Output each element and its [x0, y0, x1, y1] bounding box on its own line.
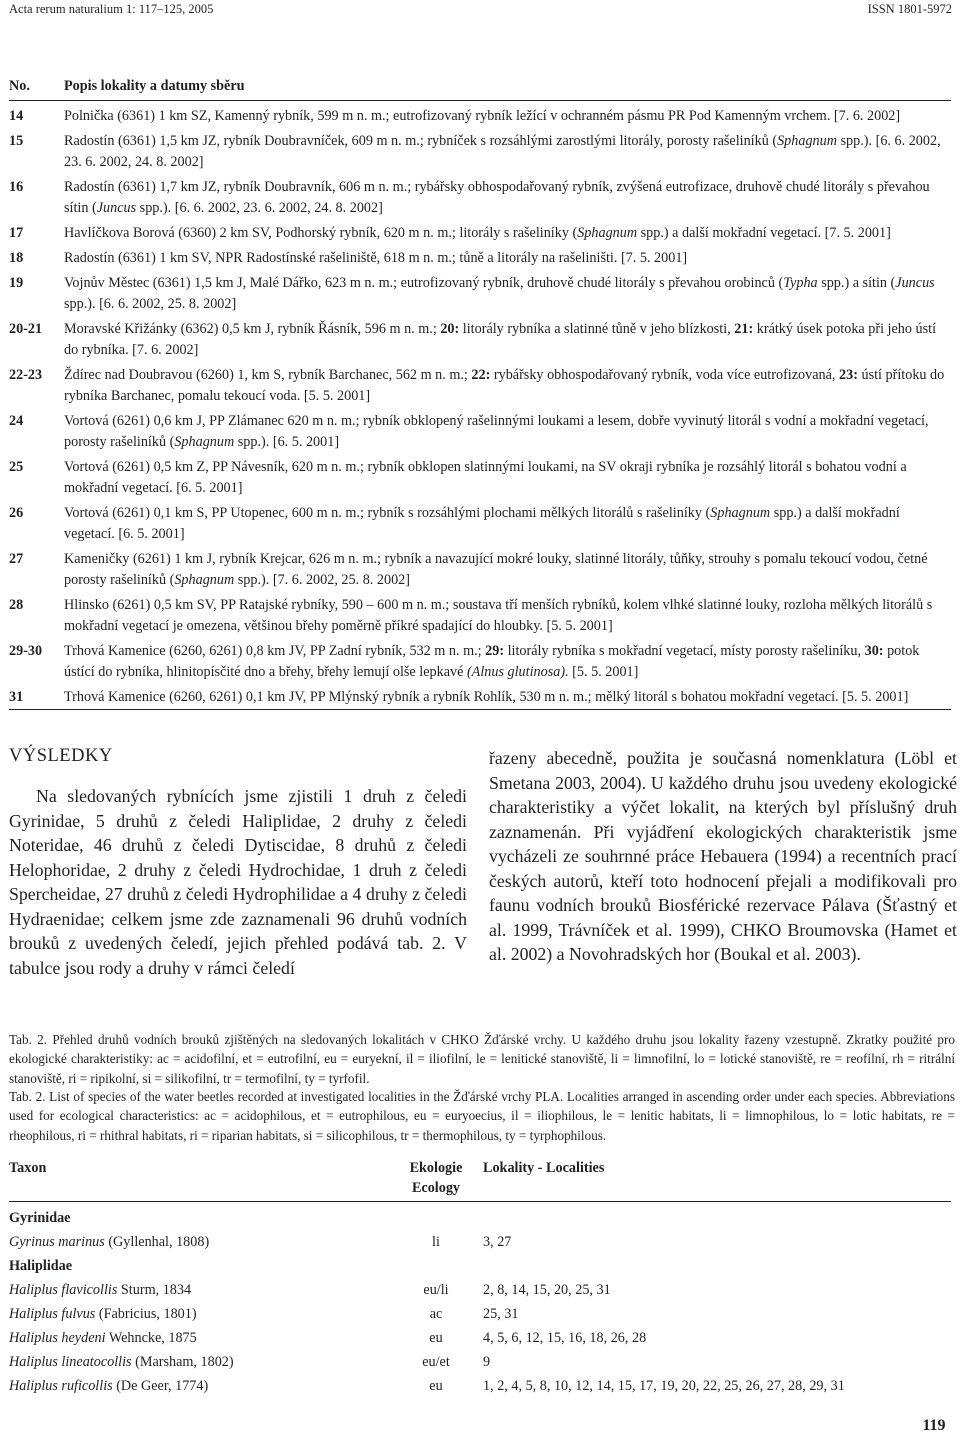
taxon-cell: [9, 1350, 389, 1374]
table-caption-english: Tab. 2. List of species of the water beetles recorded at investigated localities in the Žďárské vrchy PLA. Localities arranged in ascending order under each species. Abbreviations used for ecological characteristics: ac = acidophilous, et = eutrophilous, eu = euryoecius, il = iliophilous, le = lenitic habitats, li = limnophilous, lo = lotic habitats, re = rheophilous, ri = rhithral habitats, ri = riparian habitats, si = silicophilous, tr = thermophilous, ty = tyrphophilous.: [9, 1089, 955, 1143]
col-header-ecology: [389, 1158, 483, 1202]
locality-text-part: spp.) a další mokřadní vegetací. [7. 5. 2001]: [637, 225, 891, 241]
locality-description: [64, 592, 951, 638]
locality-text-part: Juncus: [96, 200, 137, 216]
locality-text-part: 23:: [839, 367, 858, 383]
locality-description: [64, 245, 951, 270]
locality-number: 19: [9, 275, 24, 291]
species-author: (Gyllenhal, 1808): [108, 1234, 210, 1250]
locality-text-part: Ždírec nad Doubravou (6260) 1, km S, rybník Barchanec, 562 m n. m.;: [64, 367, 472, 383]
locality-text-part: Vortová (6261) 0,1 km S, PP Utopenec, 600 m n. m.; rybník s rozsáhlými plochami mělkých litorálů s rašeliníky (: [64, 505, 711, 521]
locality-description: [64, 316, 951, 362]
table-row: [9, 128, 951, 174]
locality-description: [64, 500, 951, 546]
locality-number: 24: [9, 413, 24, 429]
locality-text-part: Vortová (6261) 0,5 km Z, PP Návesník, 620 m n. m.; rybník obklopen slatinnými loukami, na SV okraji rybníka je rozsáhlý litorál s bohatou vodní a mokřadní vegetací. [6. 5. 2001]: [64, 459, 907, 496]
localities-cell: 4, 5, 6, 12, 15, 16, 18, 26, 28: [483, 1330, 647, 1346]
species-row: [9, 1302, 951, 1326]
locality-description: [64, 546, 951, 592]
locality-text-part: [5. 5. 2001]: [568, 664, 639, 680]
locality-number: 27: [9, 551, 24, 567]
section-heading: VÝSLEDKY: [9, 746, 113, 766]
journal-citation: Acta rerum naturalium 1: 117–125, 2005: [9, 2, 214, 16]
table-row: [9, 546, 951, 592]
locality-text-part: Sphagnum: [777, 133, 837, 149]
locality-description: [64, 408, 951, 454]
taxon-cell: [9, 1278, 389, 1302]
locality-number: 28: [9, 597, 24, 613]
species-table-body: [9, 1202, 951, 1399]
localities-table: [9, 75, 951, 710]
table-row: [9, 220, 951, 245]
localities-table-body: [9, 101, 951, 710]
ecology-cell: ac: [429, 1306, 443, 1322]
species-name: Haliplus heydeni: [9, 1330, 106, 1346]
species-name: Gyrinus marinus: [9, 1234, 105, 1250]
locality-number: 20-21: [9, 321, 43, 337]
locality-text-part: Sphagnum: [710, 505, 771, 521]
locality-text-part: (Alnus glutinosa).: [466, 664, 569, 680]
results-left-column: [9, 746, 467, 980]
locality-text-part: spp.) a další mokřadní vegetací. [6. 5. 2001]: [64, 505, 900, 542]
locality-text-part: 29:: [485, 643, 505, 659]
table-row: [9, 638, 951, 684]
results-paragraph-right: řazeny abecedně, použita je současná nomenklatura (Löbl et Smetana 2003, 2004). U každého druhu jsou uvedeny ekologické charakteristiky a výčet lokalit, na kterých byl příslušný druh zaznamenán. Při vyjádření ekologických charakteristik jsme vycházeli ze souhrnné práce Hebauera (1994) a recentních prací českých autorů, kteří toto hodnocení přejali a modifikovali pro faunu vodních brouků Biosférické rezervace Pálava (Šťastný et al. 1999, Trávníček et al. 1999), CHKO Broumovska (Hamet et al. 2002) a Novohradských hor (Boukal et al. 2003).: [489, 748, 957, 964]
species-author: (Marsham, 1802): [135, 1354, 234, 1370]
locality-text-part: Trhová Kamenice (6260, 6261) 0,8 km JV, PP Zadní rybník, 532 m n. m.;: [64, 643, 486, 659]
col-header-no: No.: [9, 75, 64, 101]
table-row: [9, 362, 951, 408]
results-paragraph-left: Na sledovaných rybnících jsme zjistili 1 druh z čeledi Gyrinidae, 5 druhů z čeledi Haliplidae, 2 druhy z čeledi Noteridae, 46 druhů z čeledi Dytiscidae, 8 druhů z čeledi Helophoridae, 2 druhy z čeledi Hydrochidae, 1 druh z čeledi Spercheidae, 27 druhů z čeledi Hydrophilidae a 4 druhy z čeledi Hydraenidae; celkem jsme zde zaznamenali 96 druhů vodních brouků z uvedených čeledí, jejich přehled podává tab. 2. V tabulce jsou rody a druhy v rámci čeledí: [9, 786, 467, 978]
locality-text-part: Hlinsko (6261) 0,5 km SV, PP Ratajské rybníky, 590 – 600 m n. m.; soustava tří menších rybníků, kolem vlhké slatinné louky, rozloha mělkých litorálů s mokřadní vegetací je omezena, většinou břehy poměrně příkré spadající do hloubky. [5. 5. 2001]: [64, 597, 933, 634]
locality-text-part: litorály rybníka s mokřadní vegetací, místy porosty rašeliníku,: [504, 643, 865, 659]
table-row: [9, 500, 951, 546]
species-name: Haliplus lineatocollis: [9, 1354, 132, 1370]
locality-text-part: 21:: [734, 321, 754, 337]
table-caption-czech: Tab. 2. Přehled druhů vodních brouků zjištěných na sledovaných lokalitách v CHKO Žďárské vrchy. U každého druhu jsou lokality řazeny vzestupně. Zkratky použité pro ekologické charakteristiky: ac = acidofilní, et = eutrofilní, eu = euryekní, il = iliofilní, le = lenitické stanoviště, li = limnofilní, lo = lotické stanoviště, re = reofilní, rh = ritrální stanoviště, ri = ripikolní, si = silikofilní, tr = termofilní, ty = tyrfofil.: [9, 1032, 955, 1086]
taxon-cell: [9, 1230, 389, 1254]
table-row: [9, 270, 951, 316]
species-author: Sturm, 1834: [120, 1282, 192, 1298]
locality-number: 25: [9, 459, 24, 475]
locality-description: [64, 638, 951, 684]
species-name: Haliplus ruficollis: [9, 1378, 113, 1394]
family-row: [9, 1206, 951, 1230]
localities-cell: 1, 2, 4, 5, 8, 10, 12, 14, 15, 17, 19, 20, 22, 25, 26, 27, 28, 29, 31: [483, 1378, 845, 1394]
table-row: [9, 592, 951, 638]
col-header-description: Popis lokality a datumy sběru: [64, 75, 951, 101]
locality-number: 16: [9, 179, 24, 195]
locality-description: [64, 220, 951, 245]
localities-cell: 3, 27: [483, 1234, 512, 1250]
species-author: (De Geer, 1774): [116, 1378, 209, 1394]
table-row: [9, 174, 951, 220]
locality-description: [64, 101, 951, 129]
taxon-cell: [9, 1302, 389, 1326]
table-row: [9, 101, 951, 129]
species-row: [9, 1230, 951, 1254]
family-name: Haliplidae: [9, 1258, 73, 1274]
results-right-column: [489, 746, 957, 967]
locality-description: [64, 684, 951, 710]
locality-number: 31: [9, 684, 64, 710]
locality-text-part: 22:: [471, 367, 491, 383]
species-row: [9, 1278, 951, 1302]
locality-text-part: spp.). [6. 5. 2001]: [234, 434, 340, 450]
locality-text-part: ústí přítoku do rybníka Barchanec, pomalu tekoucí voda. [5. 5. 2001]: [64, 367, 945, 404]
running-header: [9, 2, 952, 22]
ecology-label-en: Ecology: [411, 1180, 461, 1196]
species-name: Haliplus fulvus: [9, 1306, 96, 1322]
locality-text-part: spp.). [6. 6. 2002, 23. 6. 2002, 24. 8. 2002]: [64, 133, 941, 170]
locality-text-part: rybářsky obhospodařovaný rybník, voda více eutrofizovaná,: [490, 367, 840, 383]
ecology-cell: eu/et: [422, 1354, 450, 1370]
locality-text-part: Polnička (6361) 1 km SZ, Kamenný rybník, 599 m n. m.; eutrofizovaný rybník ležící v ochranném pásmu PR Pod Kamenným vrchem. [7. 6. 2002]: [64, 108, 901, 124]
table-row: [9, 316, 951, 362]
locality-text-part: Vojnův Městec (6361) 1,5 km J, Malé Dářko, 623 m n. m.; eutrofizovaný rybník, druhově chudé litorály s převahou orobinců (: [64, 275, 784, 291]
locality-text-part: Sphagnum: [174, 572, 235, 588]
locality-text-part: Vortová (6261) 0,6 km J, PP Zlámanec 620 m n. m.; rybník obklopený rašelinnými loukami a lesem, dobře vyvinutý litorál s vodní a mokřadní vegetací, porosty rašeliníků (: [64, 413, 929, 450]
locality-text-part: spp.). [6. 6. 2002, 23. 6. 2002, 24. 8. 2002]: [136, 200, 383, 216]
locality-text-part: Radostín (6361) 1 km SV, NPR Radostínské rašeliniště, 618 m n. m.; tůně a litorály na rašeliništi. [7. 5. 2001]: [64, 250, 688, 266]
localities-cell: 9: [483, 1354, 491, 1370]
locality-text-part: litorály rybníka a slatinné tůně v jeho blízkosti,: [459, 321, 735, 337]
ecology-cell: eu/li: [423, 1282, 449, 1298]
locality-text-part: Moravské Křižánky (6362) 0,5 km J, rybník Řásník, 596 m n. m.;: [64, 321, 441, 337]
family-name: Gyrinidae: [9, 1210, 71, 1226]
table-row: [9, 245, 951, 270]
species-table: [9, 1158, 951, 1398]
col-header-taxon: Taxon: [9, 1158, 389, 1202]
table-row: [9, 408, 951, 454]
locality-description: [64, 270, 951, 316]
locality-text-part: Havlíčkova Borová (6360) 2 km SV, Podhorský rybník, 620 m n. m.; litorály s rašeliníky (: [64, 225, 578, 241]
table-row: [9, 454, 951, 500]
locality-text-part: spp.). [7. 6. 2002, 25. 8. 2002]: [234, 572, 410, 588]
locality-description: [64, 128, 951, 174]
col-header-localities: Lokality - Localities: [483, 1158, 951, 1202]
localities-cell: 2, 8, 14, 15, 20, 25, 31: [483, 1282, 611, 1298]
locality-number: 18: [9, 250, 24, 266]
taxon-cell: [9, 1326, 389, 1350]
locality-text-part: Sphagnum: [577, 225, 638, 241]
locality-text-part: Radostín (6361) 1,7 km JZ, rybník Doubravník, 606 m n. m.; rybářsky obhospodařovaný rybník, zvýšená eutrofizace, druhově chudé litorály s převahou sítin (: [64, 179, 930, 216]
locality-number: 15: [9, 133, 24, 149]
locality-text-part: Kameničky (6261) 1 km J, rybník Krejcar, 626 m n. m.; rybník a navazující mokré louky, slatinné litorály, tůňky, strouhy s pomalu tekoucí vodou, četné porosty rašeliníků (: [64, 551, 928, 588]
taxon-cell: [9, 1374, 389, 1398]
locality-number: 29-30: [9, 643, 43, 659]
species-row: [9, 1374, 951, 1398]
locality-description: [64, 362, 951, 408]
locality-number: 26: [9, 505, 24, 521]
locality-text-part: Trhová Kamenice (6260, 6261) 0,1 km JV, PP Mlýnský rybník a rybník Rohlík, 530 m n. m.; mělký litorál s bohatou mokřadní vegetací. [5. 5. 2001]: [64, 689, 909, 705]
localities-cell: 25, 31: [483, 1306, 519, 1322]
locality-text-part: Juncus: [895, 275, 935, 291]
locality-text-part: potok ústící do rybníka, hlinitopísčité dno a břehy, břehy lemují olše lepkavé: [64, 643, 920, 680]
locality-text-part: 30:: [864, 643, 884, 659]
locality-text-part: Radostín (6361) 1,5 km JZ, rybník Doubravníček, 609 m n. m.; rybníček s rozsáhlými zarostlými litorály, porosty rašeliníků (: [64, 133, 778, 149]
page-number: 119: [922, 1417, 946, 1434]
ecology-cell: li: [432, 1234, 440, 1250]
issn: ISSN 1801-5972: [867, 2, 952, 16]
family-row: [9, 1254, 951, 1278]
species-name: Haliplus flavicollis: [9, 1282, 118, 1298]
locality-description: [64, 454, 951, 500]
locality-text-part: Sphagnum: [174, 434, 235, 450]
ecology-label-cz: Ekologie: [409, 1160, 463, 1176]
locality-number: 22-23: [9, 367, 43, 383]
table-row: [9, 684, 951, 710]
locality-text-part: spp.) a sítin (: [817, 275, 896, 291]
locality-number: 14: [9, 108, 24, 124]
locality-number: 17: [9, 225, 24, 241]
ecology-cell: eu: [429, 1330, 443, 1346]
locality-text-part: Typha: [783, 275, 818, 291]
ecology-cell: eu: [429, 1378, 443, 1394]
locality-text-part: krátký úsek potoka při jeho ústí do rybníka. [7. 6. 2002]: [64, 321, 937, 358]
species-row: [9, 1326, 951, 1350]
species-author: Wehncke, 1875: [108, 1330, 197, 1346]
locality-text-part: spp.). [6. 6. 2002, 25. 8. 2002]: [64, 296, 237, 312]
species-author: (Fabricius, 1801): [98, 1306, 197, 1322]
locality-text-part: 20:: [440, 321, 460, 337]
species-row: [9, 1350, 951, 1374]
locality-description: [64, 174, 951, 220]
